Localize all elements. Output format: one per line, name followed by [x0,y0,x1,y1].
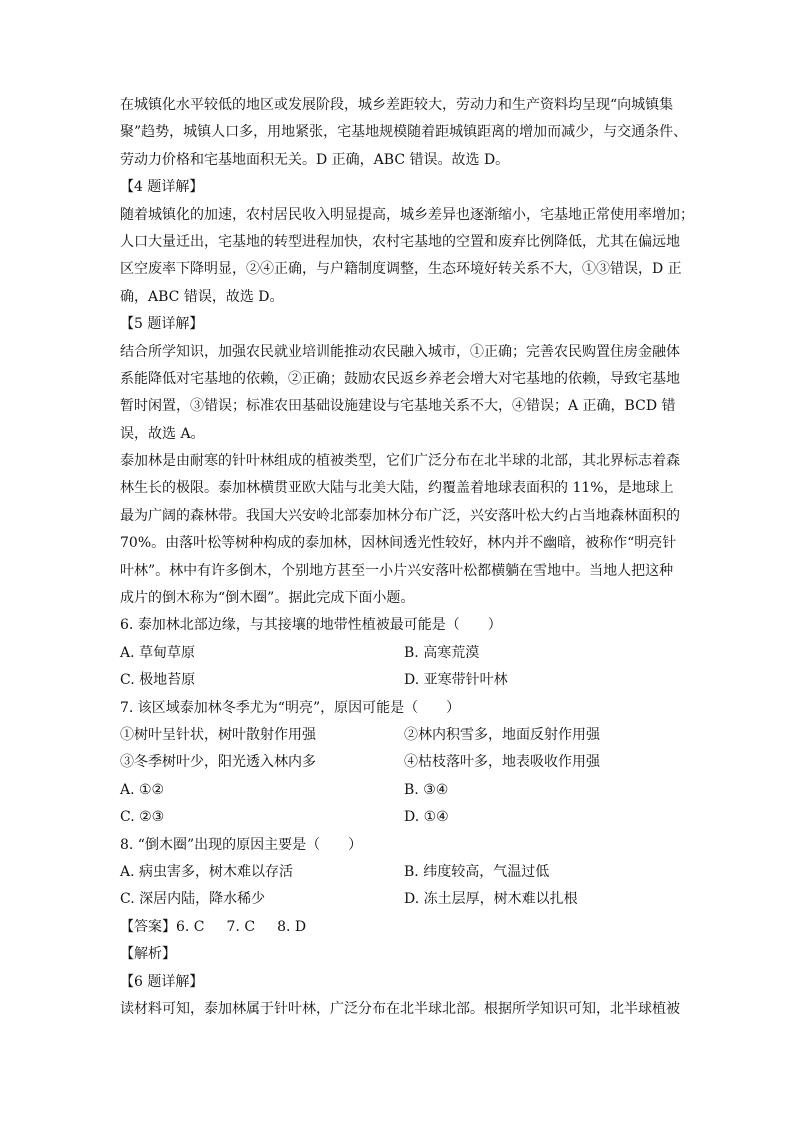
answer-6: 6. C [176,918,205,935]
material-line: 成片的倒木称为“倒木圈”。据此完成下面小题。 [120,590,415,607]
statement-row [120,722,680,749]
option-a: A. 草甸草原 [120,644,196,661]
option-b: B. 纬度较高，气温过低 [404,863,550,880]
statement-1: ①树叶呈针状，树叶散射作用强 [120,726,316,743]
section-heading-q6: 【6 题详解】 [120,973,204,990]
paragraph-line: 系能降低对宅基地的依赖，②正确；鼓励农民返乡养老会增大对宅基地的依赖，导致宅基地 [120,370,680,387]
option-a: A. 病虫害多，树木难以存活 [120,863,294,880]
answer-line [120,914,680,941]
option-row [120,859,680,886]
option-b: B. 高寒荒漠 [404,644,480,661]
option-row [120,804,680,831]
option-c: C. ②③ [120,809,165,826]
option-c: C. 极地苔原 [120,672,196,689]
statement-4: ④枯枝落叶多，地表吸收作用强 [404,754,600,771]
statement-row [120,749,680,776]
paragraph-line: 结合所学知识，加强农民就业培训能推动农民融入城市，①正确；完善农民购置住房金融体 [120,343,680,360]
option-d: D. 亚寒带针叶林 [404,672,508,689]
paragraph-line: 区空废率下降明显，②④正确，与户籍制度调整，生态环境好转关系不大，①③错误，D 正 [120,261,682,278]
document-body [120,92,694,1023]
paragraph-line: 在城镇化水平较低的地区或发展阶段，城乡差距较大，劳动力和生产资料均呈现“向城镇集 [120,97,674,113]
section-heading-q5: 【5 题详解】 [120,316,204,333]
question-stem-6: 6. 泰加林北部边缘，与其接壤的地带性植被最可能是（ ） [120,617,502,634]
option-row [120,886,680,913]
option-d: D. ①④ [404,809,449,826]
statement-3: ③冬季树叶少，阳光透入林内多 [120,754,316,771]
paragraph-line: 聚”趋势，城镇人口多，用地紧张，宅基地规模随着距城镇距离的增加而减少，与交通条件、 [120,124,688,141]
paragraph-line: 确，ABC 错误，故选 D。 [120,288,284,305]
option-a: A. ①② [120,781,165,798]
answer-7: 7. C [226,918,256,935]
question-stem-7: 7. 该区域泰加林冬季尤为“明亮”，原因可能是（ ） [120,699,461,716]
material-line: 最为广阔的森林带。我国大兴安岭北部泰加林分布广泛，兴安落叶松大约占当地森林面积的 [120,507,680,524]
analysis-heading: 【解析】 [120,946,176,963]
statement-2: ②林内积雪多，地面反射作用强 [404,726,600,743]
paragraph-line: 读材料可知，泰加林属于针叶林，广泛分布在北半球北部。根据所学知识可知，北半球植被 [120,1000,680,1017]
paragraph-line: 暂时闲置，③错误；标准农田基础设施建设与宅基地关系不大，④错误；A 正确，BCD 错 [120,398,676,415]
material-line: 70%。由落叶松等树种构成的泰加林，因林间透光性较好，林内并不幽暗，被称作“明亮针 [120,535,677,552]
option-row [120,777,680,804]
option-row [120,640,680,667]
option-d: D. 冻土层厚，树木难以扎根 [404,891,578,908]
answer-label: 【答案】 [120,918,176,935]
material-line: 林生长的极限。泰加林横贯亚欧大陆与北美大陆，约覆盖着地球表面积的 11%，是地球上 [120,480,674,497]
option-c: C. 深居内陆，降水稀少 [120,891,266,908]
paragraph-line: 误，故选 A。 [120,425,205,442]
option-row [120,667,680,694]
question-stem-8: 8. “倒木圈”出现的原因主要是（ ） [120,836,363,853]
option-b: B. ③④ [404,781,449,798]
answer-8: 8. D [277,918,307,935]
paragraph-line: 劳动力价格和宅基地面积无关。D 正确，ABC 错误。故选 D。 [120,151,510,168]
material-line: 叶林”。林中有许多倒木，个别地方甚至一小片兴安落叶松都横躺在雪地中。当地人把这种 [120,562,674,579]
section-heading-q4: 【4 题详解】 [120,179,204,196]
paragraph-line: 随着城镇化的加速，农村居民收入明显提高，城乡差异也逐渐缩小，宅基地正常使用率增加； [120,206,694,223]
paragraph-line: 人口大量迁出，宅基地的转型进程加快，农村宅基地的空置和废弃比例降低，尤其在偏远地 [120,233,680,250]
material-line: 泰加林是由耐寒的针叶林组成的植被类型，它们广泛分布在北半球的北部，其北界标志着森 [120,453,680,470]
